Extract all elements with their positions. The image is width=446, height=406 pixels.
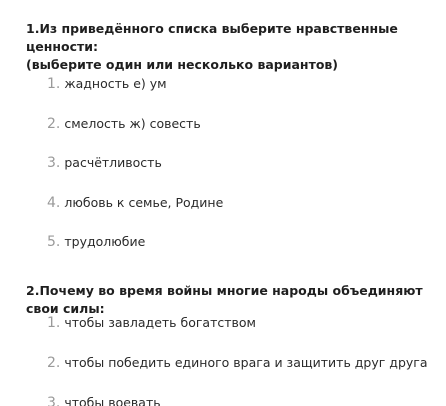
option-number: 4. bbox=[47, 195, 61, 211]
option-text: чтобы воевать bbox=[64, 395, 161, 406]
question-1-option-2 bbox=[47, 116, 201, 136]
option-number: 3. bbox=[47, 155, 61, 171]
question-1-option-3 bbox=[47, 155, 162, 175]
option-number: 1. bbox=[47, 76, 61, 92]
question-2-option-2 bbox=[47, 355, 428, 375]
option-number: 2. bbox=[47, 116, 61, 132]
question-1-option-5 bbox=[47, 234, 145, 254]
question-1-title-line-2: (выберите один или несколько вариантов) bbox=[26, 57, 339, 72]
option-text: чтобы завладеть богатством bbox=[64, 315, 256, 330]
option-text: расчётливость bbox=[64, 155, 162, 170]
question-2-option-3 bbox=[47, 395, 161, 406]
question-2-title-line-1: 2.Почему во время войны многие народы объединяют свои силы: bbox=[26, 283, 423, 316]
option-text: любовь к семье, Родине bbox=[64, 195, 224, 210]
question-1-title bbox=[26, 20, 441, 74]
question-1-option-4 bbox=[47, 195, 223, 215]
question-2-option-1 bbox=[47, 315, 256, 335]
option-text: смелость ж) совесть bbox=[64, 116, 201, 131]
option-text: чтобы победить единого врага и защитить друг друга bbox=[64, 355, 428, 370]
option-number: 3. bbox=[47, 395, 61, 406]
option-number: 2. bbox=[47, 355, 61, 371]
question-2-title bbox=[26, 282, 441, 318]
question-1-option-1 bbox=[47, 76, 167, 96]
option-text: жадность е) ум bbox=[64, 76, 167, 91]
option-number: 1. bbox=[47, 315, 61, 331]
question-1-title-line-1: 1.Из приведённого списка выберите нравственные ценности: bbox=[26, 21, 398, 54]
option-text: трудолюбие bbox=[64, 234, 146, 249]
option-number: 5. bbox=[47, 234, 61, 250]
